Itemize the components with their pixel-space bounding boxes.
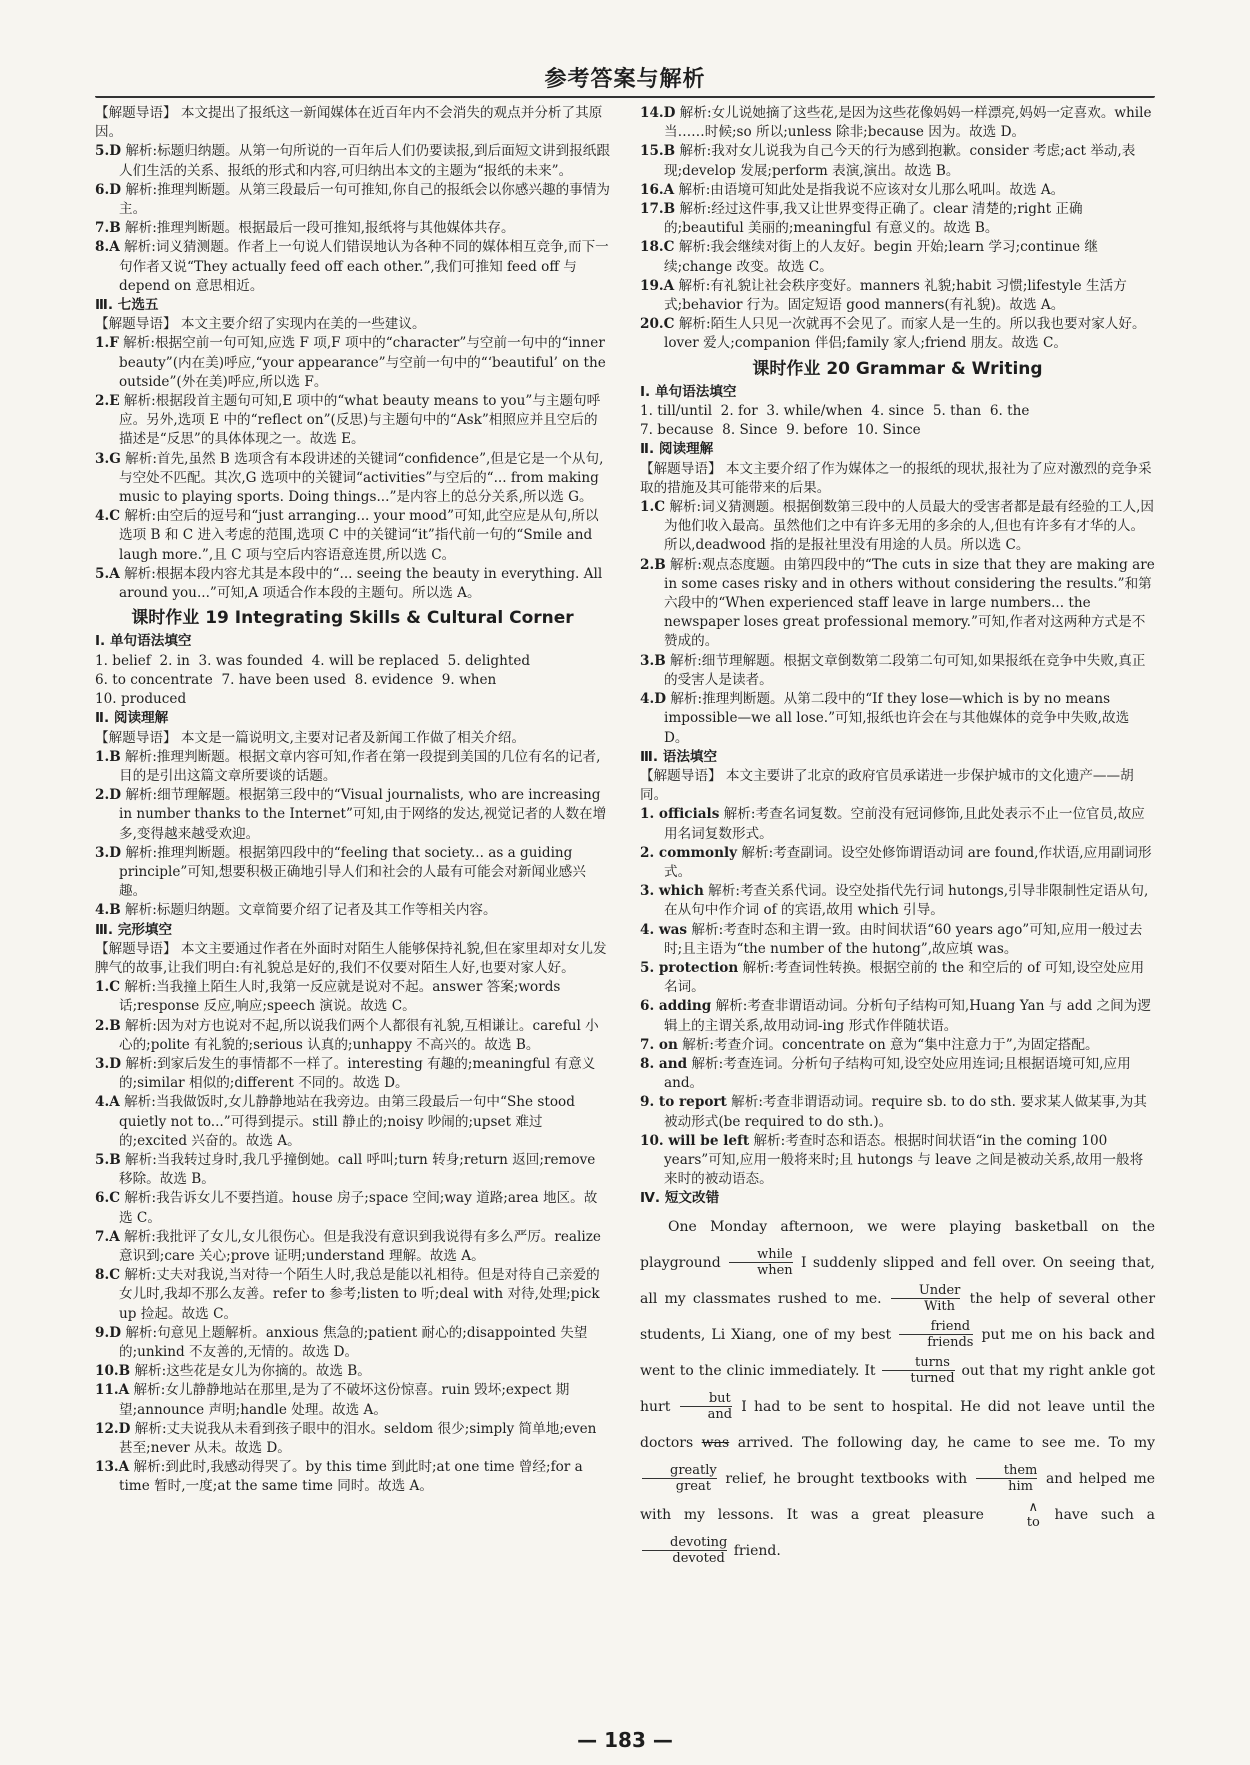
answer-item [95, 565, 610, 603]
answer-number: 18.C [640, 239, 675, 256]
answer-item [95, 1266, 610, 1324]
essay-text: out that my right ankle got hurt [640, 1362, 1156, 1415]
section-heading: Ⅰ. 单句语法填空 [95, 633, 192, 650]
section-heading: Ⅱ. 阅读理解 [95, 710, 169, 727]
answer-number: 5. protection [640, 959, 739, 976]
answer-number: 3.D [95, 844, 121, 861]
answer-item [640, 882, 1155, 920]
answer-explanation: 解析:经过这件事,我又让世界变得正确了。clear 清楚的;right 正确的;beautiful 美丽的;meaningful 有意义的。故选 B。 [664, 201, 1083, 237]
answer-explanation: 解析:考查连词。分析句子结构可知,设空处应用连词;且根据语境可知,应用 and。 [664, 1055, 1131, 1092]
answer-number: 1.C [95, 979, 121, 996]
essay-text: friend. [733, 1542, 781, 1559]
answer-explanation: 解析:因为对方也说对不起,所以说我们两个人都很有礼貌,互相谦让。careful 小心的;polite 有礼貌的;serious 认真的;unhappy 不高兴的。故选 B。 [119, 1017, 599, 1053]
answer-explanation: 解析:推理判断题。根据文章内容可知,作者在第一段提到美国的几位有名的记者,目的是引出这篇文章所要谈的话题。 [119, 748, 601, 784]
answer-number: 15.B [640, 143, 676, 160]
answer-item [95, 1362, 610, 1381]
essay-text: One Monday afternoon, we were playing basketball on the playground [640, 1218, 1155, 1271]
answer-explanation: 解析:由空后的逗号和“just arranging... your mood”可知,此空应是从句,所以选项 B 和 C 进入考虑的范围,选项 C 中的关键词“it”指代前一句的“Smile and laugh more.”,且 C 项与空后内容语意连贯,所以选 C。 [119, 508, 599, 563]
answer-explanation: 解析:我告诉女儿不要挡道。house 房子;space 空间;way 道路;area 地区。故选 C。 [119, 1190, 598, 1226]
answer-item [95, 238, 610, 296]
right-column-items [640, 104, 1155, 1209]
correction [976, 1463, 1038, 1494]
answer-item [640, 844, 1155, 882]
correction-fix: friends [927, 1335, 974, 1351]
correction [882, 1355, 954, 1386]
answer-explanation: 解析:词义猜测题。作者上一句说人们错误地认为各种不同的媒体相互竞争,而下一句作者又说“They actually feed off each other.”,我们可推知 feed off 与 depend on 意思相近。 [119, 239, 609, 294]
answer-number: 3.B [640, 652, 666, 669]
answer-item [640, 200, 1155, 238]
essay-text: have such a [1054, 1506, 1156, 1523]
answer-explanation: 解析:推理判断题。根据第四段中的“feeling that society... as a guiding principle”可知,想要积极正确地引导人们和社会的人最有可能会对新闻业感兴趣。 [119, 844, 586, 900]
answer-explanation: 解析:推理判断题。根据最后一段可推知,报纸将与其他媒体共存。 [125, 220, 515, 237]
section-heading: Ⅱ. 阅读理解 [640, 441, 714, 458]
correction-fix: devoted [672, 1551, 725, 1567]
answer-explanation: 解析:词义猜测题。根据倒数第三段中的人员最大的受害者都是最有经验的工人,因为他们收入最高。虽然他们之中有许多无用的多余的人,但也有许多有才华的人。所以,deadwood 指的是报社里没有用途的人员。所以选 C。 [664, 499, 1155, 554]
answer-item [95, 1420, 610, 1458]
answer-number: 4.C [95, 508, 121, 525]
answer-number: 13.A [95, 1459, 130, 1476]
answer-number: 6. adding [640, 998, 712, 1015]
answer-item [640, 1093, 1155, 1131]
answer-explanation: 解析:丈夫对我说,当对待一个陌生人时,我总是能以礼相待。但是对待自己亲爱的女儿时,我却不那么友善。refer to 参考;listen to 听;deal with 对待,处理;pick up 捡起。故选 C。 [119, 1267, 600, 1322]
essay-text: relief, he brought textbooks with [725, 1470, 968, 1487]
guide-paragraph: 【解题导语】 本文主要介绍了实现内在美的一些建议。 [95, 316, 426, 333]
answer-item [640, 652, 1155, 690]
correction-deleted: was [701, 1434, 730, 1451]
answer-number: 1.F [95, 335, 119, 352]
right-column [640, 104, 1155, 1569]
answer-explanation: 解析:考查词性转换。根据空前的 the 和空后的 of 可知,设空处应用名词。 [664, 959, 1145, 996]
answer-explanation: 解析:首先,虽然 B 选项含有本段讲述的关键词“confidence”,但是它是一个从句,与空处不匹配。其次,G 选项中的关键词“activities”与空后的“... from making music to playing sports. Doing things...”是内容上的总分关系,所以选 G。 [119, 450, 604, 506]
answer-number: 5.B [95, 1151, 121, 1168]
answer-explanation: 解析:这些花是女儿为你摘的。故选 B。 [134, 1363, 371, 1380]
lesson-title: 课时作业 20 Grammar & Writing [752, 358, 1043, 379]
answer-item [95, 844, 610, 902]
answer-number: 12.D [95, 1420, 131, 1437]
answer-item [640, 1055, 1155, 1093]
answer-number: 3.G [95, 450, 121, 467]
answer-explanation: 解析:根据空前一句可知,应选 F 项,F 项中的“character”与空前一句中的“inner beauty”(内在美)呼应,“your appearance”与空前一句中的“‘beautiful’ on the outside”(外在美)呼应,所以选 F。 [119, 335, 606, 390]
error-correction-essay [640, 1209, 1155, 1569]
correction-fix: turned [910, 1371, 955, 1387]
answer-number: 5.A [95, 565, 120, 582]
answer-explanation: 解析:推理判断题。从第三段最后一句可推知,你自己的报纸会以你感兴趣的事情为主。 [119, 181, 610, 218]
answer-number: 9. to report [640, 1094, 727, 1111]
answer-number: 3. which [640, 883, 704, 900]
answer-number: 8.C [95, 1267, 121, 1284]
correction-fix: to [1026, 1514, 1040, 1530]
essay-text: and helped me with my lessons. It was a great pleasure [640, 1470, 1156, 1523]
answer-number: 4.B [95, 902, 121, 919]
answer-number: 6.C [95, 1190, 121, 1207]
section-heading: Ⅳ. 短文改错 [640, 1190, 720, 1207]
answer-explanation: 解析:根据本段内容尤其是本段中的“... seeing the beauty in everything. All around you...”可知,A 项适合作本段的主题句。所以选 A。 [119, 565, 603, 602]
essay-text: arrived. The following day, he came to see me. To my [737, 1434, 1156, 1451]
correction [891, 1283, 961, 1314]
correction-fix: and [707, 1407, 733, 1423]
answer-explanation: 解析:女儿静静地站在那里,是为了不破坏这份惊喜。ruin 毁坏;expect 期望;announce 声明;handle 处理。故选 A。 [119, 1382, 570, 1418]
answer-explanation: 解析:考查副词。设空处修饰谓语动词 are found,作状语,应用副词形式。 [664, 844, 1152, 880]
answer-number: 20.C [640, 316, 675, 333]
header-rule [95, 96, 1155, 98]
answer-explanation: 解析:女儿说她摘了这些花,是因为这些花像妈妈一样漂亮,妈妈一定喜欢。while 当……时候;so 所以;unless 除非;because 因为。故选 D。 [664, 105, 1152, 141]
answer-number: 2. commonly [640, 844, 738, 861]
answer-number: 8.A [95, 239, 120, 256]
correction-original: friend [899, 1319, 973, 1335]
correction-original: them [976, 1463, 1038, 1479]
answer-number: 10.B [95, 1363, 131, 1380]
guide-paragraph: 【解题导语】 本文主要介绍了作为媒体之一的报纸的现状,报社为了应对激烈的竞争采取的措施及其可能带来的后果。 [640, 460, 1152, 496]
answer-explanation: 解析:考查时态和主谓一致。由时间状语“60 years ago”可知,应用一般过去时;且主语为“the number of the hutong”,故应填 was。 [664, 921, 1143, 957]
answer-number: 4. was [640, 921, 688, 938]
answer-explanation: 解析:句意见上题解析。anxious 焦急的;patient 耐心的;disappointed 失望的;unkind 不友善的,无情的。故选 D。 [119, 1324, 588, 1360]
answer-number: 19.A [640, 277, 675, 294]
answer-item [95, 219, 610, 238]
correction [642, 1463, 717, 1494]
answer-number: 9.D [95, 1324, 121, 1341]
answer-item [95, 1055, 610, 1093]
correction [642, 1535, 727, 1566]
answer-item [95, 392, 610, 450]
answer-item [640, 104, 1155, 142]
answer-item [95, 786, 610, 844]
correction-fix: him [1008, 1479, 1033, 1495]
guide-paragraph: 【解题导语】 本文提出了报纸这一新闻媒体在近百年内不会消失的观点并分析了其原因。 [95, 105, 603, 141]
answer-number: 16.A [640, 181, 675, 198]
answer-item [95, 1381, 610, 1419]
answer-item [95, 1151, 610, 1189]
correction-fix: when [757, 1263, 793, 1279]
correction-original: Under [891, 1283, 961, 1299]
answer-item [640, 1036, 1155, 1055]
answer-item [640, 921, 1155, 959]
guide-paragraph: 【解题导语】 本文主要讲了北京的政府官员承诺进一步保护城市的文化遗产——胡同。 [640, 767, 1134, 804]
correction-original: while [729, 1247, 793, 1263]
answer-explanation: 解析:有礼貌让社会秩序变好。manners 礼貌;habit 习惯;lifestyle 生活方式;behavior 行为。固定短语 good manners(有礼貌)。故选 A。 [664, 277, 1127, 314]
answer-item [640, 997, 1155, 1035]
section-heading: Ⅲ. 语法填空 [640, 748, 718, 765]
answer-explanation: 解析:我会继续对街上的人友好。begin 开始;learn 学习;continue 继续;change 改变。故选 C。 [664, 239, 1099, 275]
answer-number: 1.B [95, 748, 121, 765]
answer-number: 10. will be left [640, 1132, 750, 1149]
answer-explanation: 解析:我批评了女儿,女儿很伤心。但是我没有意识到我说得有多么严厉。realize 意识到;care 关心;prove 证明;understand 理解。故选 A。 [119, 1228, 601, 1264]
answer-number: 2.B [640, 556, 666, 573]
answer-item [640, 805, 1155, 843]
correction-original: devoting [642, 1535, 727, 1551]
answer-explanation: 解析:当我转过身时,我几乎撞倒她。call 呼叫;turn 转身;return 返回;remove 移除。故选 B。 [119, 1151, 596, 1188]
answer-number: 3.D [95, 1055, 121, 1072]
answer-number: 2.E [95, 393, 120, 410]
answer-item [95, 901, 610, 920]
guide-paragraph: 【解题导语】 本文主要通过作者在外面时对陌生人能够保持礼貌,但在家里却对女儿发脾气的故事,让我们明白:有礼貌总是好的,我们不仅要对陌生人好,也要对家人好。 [95, 940, 607, 976]
correction [680, 1391, 732, 1422]
answer-item [95, 334, 610, 392]
answer-item [95, 1228, 610, 1266]
page-number: — 183 — [577, 1728, 673, 1752]
answer-explanation: 解析:考查关系代词。设空处指代先行词 hutongs,引导非限制性定语从句,在从句中作介词 of 的宾语,故用 which 引导。 [664, 883, 1149, 919]
section-heading: Ⅲ. 完形填空 [95, 921, 173, 938]
answer-explanation: 解析:当我撞上陌生人时,我第一反应就是说对不起。answer 答案;words 话;response 反应,响应;speech 演说。故选 C。 [119, 979, 561, 1015]
answer-explanation: 解析:考查介词。concentrate on 意为“集中注意力于”,为固定搭配。 [682, 1036, 1099, 1053]
answer-item [95, 1458, 610, 1496]
correction-insert [999, 1500, 1040, 1530]
answer-number: 6.D [95, 181, 121, 198]
answer-number: 2.B [95, 1017, 121, 1034]
answer-explanation: 解析:细节理解题。根据文章倒数第二段第二句可知,如果报纸在竞争中失败,真正的受害人是读者。 [664, 652, 1146, 688]
answer-item [640, 556, 1155, 652]
answer-item [640, 315, 1155, 353]
answer-item [95, 142, 610, 180]
lesson-title: 课时作业 19 Integrating Skills & Cultural Corner [131, 608, 574, 629]
answer-item [95, 1093, 610, 1151]
guide-paragraph: 【解题导语】 本文是一篇说明文,主要对记者及新闻工作做了相关介绍。 [95, 729, 526, 746]
fill-in-answers: 1. till/until 2. for 3. while/when 4. since 5. than 6. the 7. because 8. Since 9. before 10. Since [640, 403, 1030, 439]
answer-explanation: 解析:细节理解题。根据第三段中的“Visual journalists, who are increasing in number thanks to the Internet”可知,由于网络的发达,视觉记者的人数在增多,变得越来越受欢迎。 [119, 787, 607, 842]
answer-explanation: 解析:考查非谓语动词。require sb. to do sth. 要求某人做某事,为其被动形式(be required to do sth.)。 [664, 1094, 1147, 1130]
essay-text: the help of several other students, Li Xiang, one of my best [640, 1290, 1156, 1343]
page-header-title: 参考答案与解析 [544, 67, 706, 92]
answer-number: 8. and [640, 1055, 688, 1072]
answer-explanation: 解析:考查时态和语态。根据时间状语“in the coming 100 years”可知,应用一般将来时;且 hutongs 与 leave 之间是被动关系,故用一般将来时的被动语态。 [664, 1132, 1144, 1188]
answer-explanation: 解析:考查非谓语动词。分析句子结构可知,Huang Yan 与 add 之间为逻辑上的主谓关系,故用动词-ing 形式作伴随状语。 [664, 998, 1151, 1034]
left-column [95, 104, 610, 1497]
answer-item [95, 1189, 610, 1227]
answer-item [95, 181, 610, 219]
answer-number: 14.D [640, 105, 676, 121]
answer-item [640, 142, 1155, 180]
answer-explanation: 解析:我对女儿说我为自己今天的行为感到抱歉。consider 考虑;act 举动,表现;develop 发展;perform 表演,演出。故选 B。 [664, 143, 1136, 179]
answer-explanation: 解析:标题归纳题。文章简要介绍了记者及其工作等相关内容。 [125, 902, 497, 919]
section-heading: Ⅰ. 单句语法填空 [640, 383, 737, 400]
answer-number: 4.D [640, 691, 666, 708]
answer-explanation: 解析:当我做饭时,女儿静静地站在我旁边。由第三段最后一句中“She stood quietly not to...”可得到提示。still 静止的;noisy 吵闹的;upset 难过的;excited 兴奋的。故选 A。 [119, 1094, 575, 1149]
answer-number: 1. officials [640, 806, 720, 823]
answer-explanation: 解析:根据段首主题句可知,E 项中的“what beauty means to you”与主题句呼应。另外,选项 E 中的“reflect on”(反思)与主题句中的“Ask”相照应并且空后的描述是“反思”的具体体现之一。故选 E。 [119, 393, 601, 448]
answer-number: 7.B [95, 220, 121, 237]
answer-item [640, 181, 1155, 200]
answer-explanation: 解析:到家后发生的事情都不一样了。interesting 有趣的;meaningful 有意义的;similar 相似的;different 不同的。故选 D。 [119, 1055, 596, 1092]
answer-item [640, 277, 1155, 315]
section-heading: Ⅲ. 七选五 [95, 297, 159, 314]
correction-original: but [680, 1391, 732, 1407]
answer-explanation: 解析:由语境可知此处是指我说不应该对女儿那么吼叫。故选 A。 [678, 181, 1065, 198]
answer-item [95, 748, 610, 786]
answer-item [95, 507, 610, 565]
answer-item [640, 690, 1155, 748]
answer-explanation: 解析:标题归纳题。从第一句所说的一百年后人们仍要读报,到后面短文讲到报纸跟人们生活的关系、报纸的形式和内容,可归纳出本文的主题为“报纸的未来”。 [119, 143, 610, 179]
answer-explanation: 解析:到此时,我感动得哭了。by this time 到此时;at one time 曾经;for a time 暂时,一度;at the same time 同时。故选 A。 [119, 1459, 583, 1495]
insert-caret-icon: ∧ [1028, 1499, 1038, 1515]
answer-item [640, 959, 1155, 997]
answer-number: 7.A [95, 1228, 120, 1245]
essay-text: put me on his back and went to the clinic immediately. It [640, 1326, 1155, 1379]
answer-number: 7. on [640, 1036, 678, 1053]
answer-number: 1.C [640, 499, 666, 516]
answer-number: 17.B [640, 201, 676, 218]
correction-original: turns [882, 1355, 954, 1371]
answer-explanation: 解析:观点态度题。由第四段中的“The cuts in size that they are making are in some cases risky and in others without considering the results.”和第六段中的“When experienced staff leave in large numbers... the newspaper loses great professional memory.”可知,作者对这两种方式是不赞成的。 [664, 556, 1155, 650]
answer-item [640, 1132, 1155, 1190]
answer-explanation: 解析:推理判断题。从第二段中的“If they lose—which is by no means impossible—we all lose.”可知,报纸也许会在与其他媒体的竞争中失败,故选 D。 [664, 691, 1130, 746]
answer-number: 2.D [95, 787, 121, 804]
answer-item [95, 450, 610, 508]
answer-item [640, 238, 1155, 276]
fill-in-answers: 1. belief 2. in 3. was founded 4. will be replaced 5. delighted 6. to concentrate 7. have been used 8. evidence 9. when 10. produced [95, 652, 531, 708]
answer-item [95, 1324, 610, 1362]
answer-explanation: 解析:陌生人只见一次就再不会见了。而家人是一生的。所以我也要对家人好。lover 爱人;companion 伴侣;family 家人;friend 朋友。故选 C。 [664, 316, 1146, 352]
answer-number: 11.A [95, 1382, 130, 1399]
correction [729, 1247, 793, 1278]
correction-fix: With [924, 1299, 956, 1315]
correction-fix: great [675, 1479, 711, 1495]
essay-text: I suddenly slipped and fell over. On seeing that, all my classmates rushed to me. [640, 1254, 1155, 1307]
essay-text: I had to be sent to hospital. He did not leave until the doctors [640, 1398, 1156, 1451]
answer-explanation: 解析:考查名词复数。空前没有冠词修饰,且此处表示不止一位官员,故应用名词复数形式。 [664, 806, 1145, 842]
answer-item [95, 978, 610, 1016]
correction [899, 1319, 973, 1350]
answer-number: 4.A [95, 1094, 120, 1111]
answer-item [640, 498, 1155, 556]
correction-original: greatly [642, 1463, 717, 1479]
answer-number: 5.D [95, 143, 121, 160]
answer-explanation: 解析:丈夫说我从未看到孩子眼中的泪水。seldom 很少;simply 简单地;even 甚至;never 从未。故选 D。 [119, 1420, 597, 1457]
answer-item [95, 1017, 610, 1055]
